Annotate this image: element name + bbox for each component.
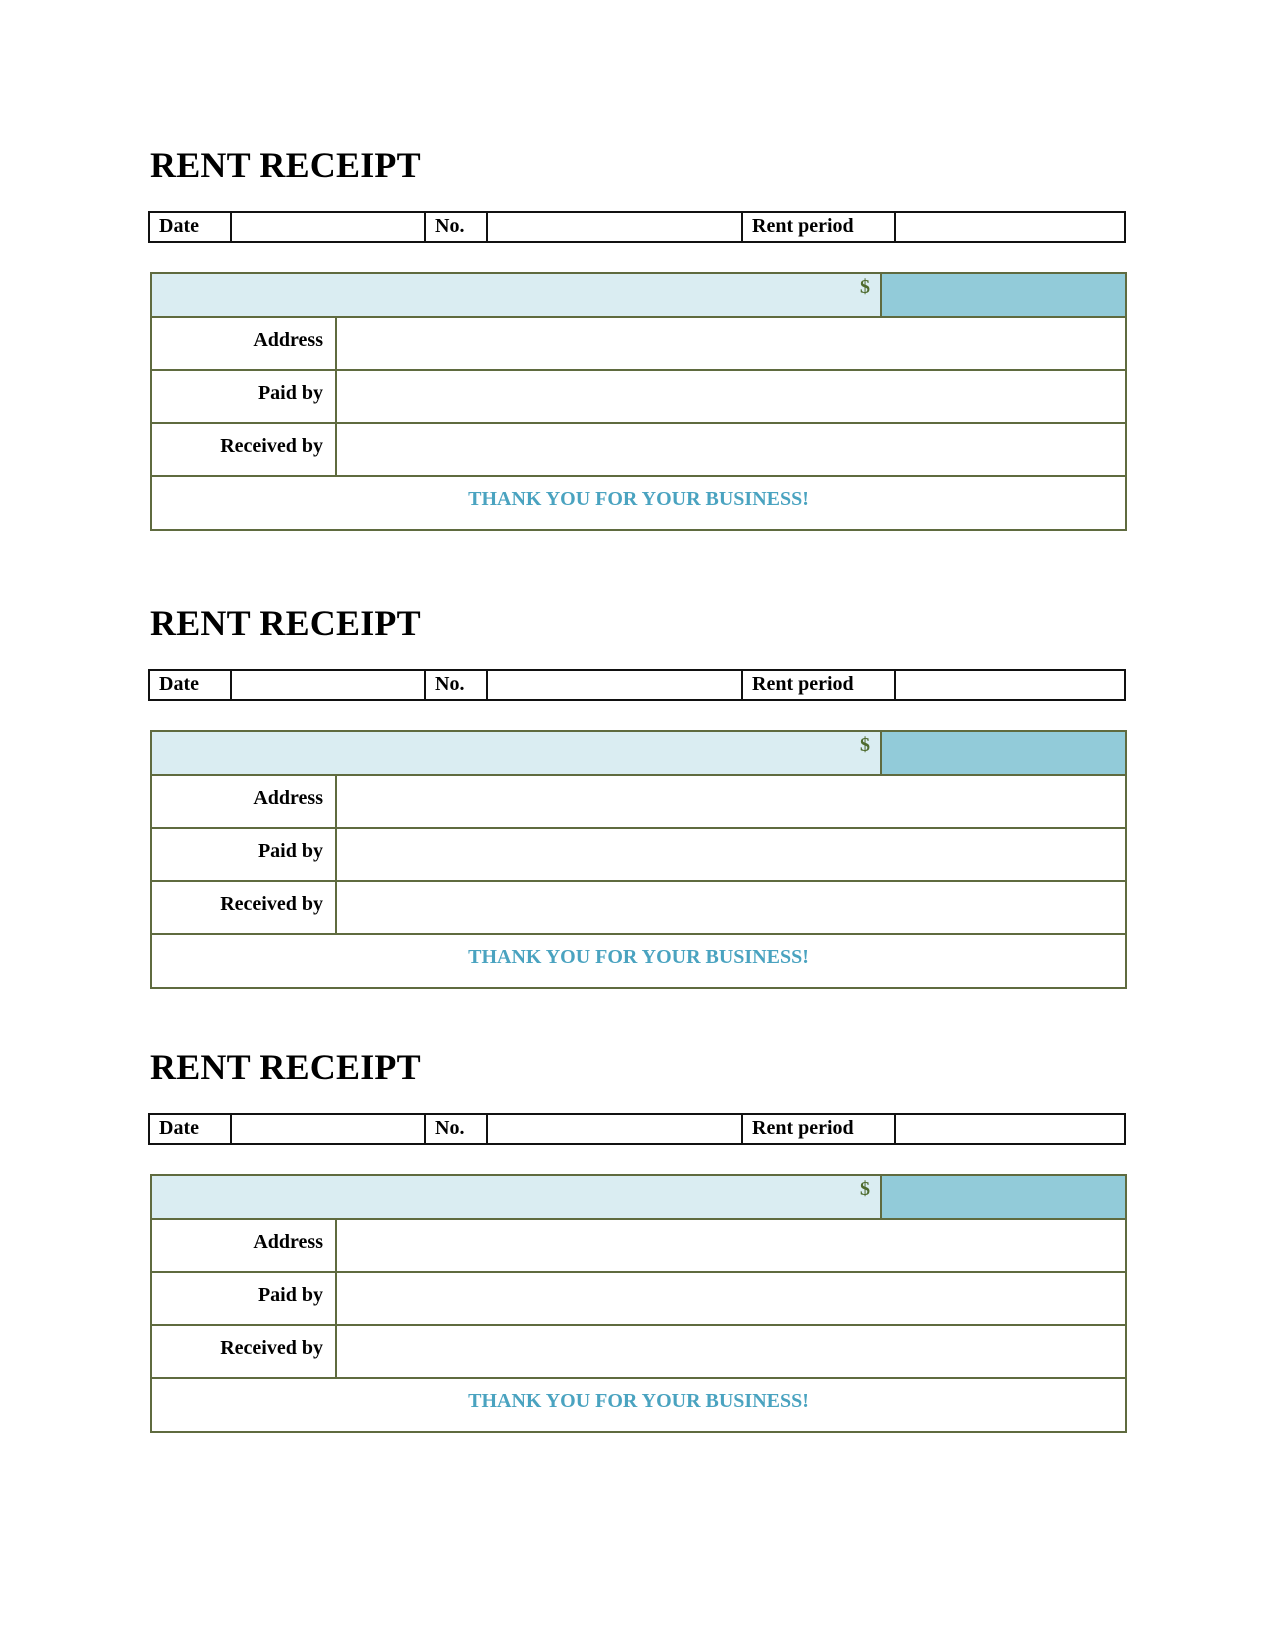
thank-you-message: THANK YOU FOR YOUR BUSINESS! <box>468 488 809 510</box>
address-field[interactable] <box>337 1220 1125 1271</box>
date-field[interactable] <box>232 671 426 699</box>
received-by-label: Received by <box>152 424 337 475</box>
address-label: Address <box>152 1220 337 1271</box>
rent-period-label: Rent period <box>743 671 896 699</box>
received-by-row <box>152 1326 1125 1379</box>
paid-by-row <box>152 829 1125 882</box>
number-label: No. <box>426 213 488 241</box>
address-row <box>152 318 1125 371</box>
rent-period-label: Rent period <box>743 213 896 241</box>
address-row <box>152 1220 1125 1273</box>
number-label: No. <box>426 671 488 699</box>
rent-period-label: Rent period <box>743 1115 896 1143</box>
date-label: Date <box>150 213 232 241</box>
amount-row <box>152 732 1125 776</box>
amount-field[interactable] <box>882 274 1125 316</box>
paid-by-field[interactable] <box>337 371 1125 422</box>
receipt-title: RENT RECEIPT <box>150 603 421 643</box>
receipt-details-box <box>150 272 1127 531</box>
amount-field[interactable] <box>882 732 1125 774</box>
paid-by-row <box>152 371 1125 424</box>
receipt-title: RENT RECEIPT <box>150 145 421 185</box>
receipt-details-box <box>150 1174 1127 1433</box>
number-label: No. <box>426 1115 488 1143</box>
amount-row <box>152 1176 1125 1220</box>
number-field[interactable] <box>488 213 743 241</box>
received-by-row <box>152 424 1125 477</box>
date-label: Date <box>150 1115 232 1143</box>
paid-by-label: Paid by <box>152 829 337 880</box>
currency-symbol: $ <box>152 732 882 774</box>
amount-row <box>152 274 1125 318</box>
received-by-label: Received by <box>152 1326 337 1377</box>
received-by-row <box>152 882 1125 935</box>
receipt-details-box <box>150 730 1127 989</box>
thank-you-message: THANK YOU FOR YOUR BUSINESS! <box>468 946 809 968</box>
currency-symbol: $ <box>152 274 882 316</box>
paid-by-field[interactable] <box>337 1273 1125 1324</box>
address-row <box>152 776 1125 829</box>
number-field[interactable] <box>488 671 743 699</box>
receipt-info-row <box>148 669 1126 701</box>
received-by-label: Received by <box>152 882 337 933</box>
received-by-field[interactable] <box>337 882 1125 933</box>
address-field[interactable] <box>337 776 1125 827</box>
date-field[interactable] <box>232 1115 426 1143</box>
rent-period-field[interactable] <box>896 213 1124 241</box>
date-field[interactable] <box>232 213 426 241</box>
rent-period-field[interactable] <box>896 671 1124 699</box>
address-label: Address <box>152 318 337 369</box>
date-label: Date <box>150 671 232 699</box>
thank-you-message: THANK YOU FOR YOUR BUSINESS! <box>468 1390 809 1412</box>
receipt-info-row <box>148 1113 1126 1145</box>
receipt-title: RENT RECEIPT <box>150 1047 421 1087</box>
received-by-field[interactable] <box>337 1326 1125 1377</box>
received-by-field[interactable] <box>337 424 1125 475</box>
receipt-info-row <box>148 211 1126 243</box>
paid-by-row <box>152 1273 1125 1326</box>
amount-field[interactable] <box>882 1176 1125 1218</box>
number-field[interactable] <box>488 1115 743 1143</box>
rent-period-field[interactable] <box>896 1115 1124 1143</box>
paid-by-label: Paid by <box>152 1273 337 1324</box>
address-field[interactable] <box>337 318 1125 369</box>
paid-by-field[interactable] <box>337 829 1125 880</box>
currency-symbol: $ <box>152 1176 882 1218</box>
paid-by-label: Paid by <box>152 371 337 422</box>
address-label: Address <box>152 776 337 827</box>
